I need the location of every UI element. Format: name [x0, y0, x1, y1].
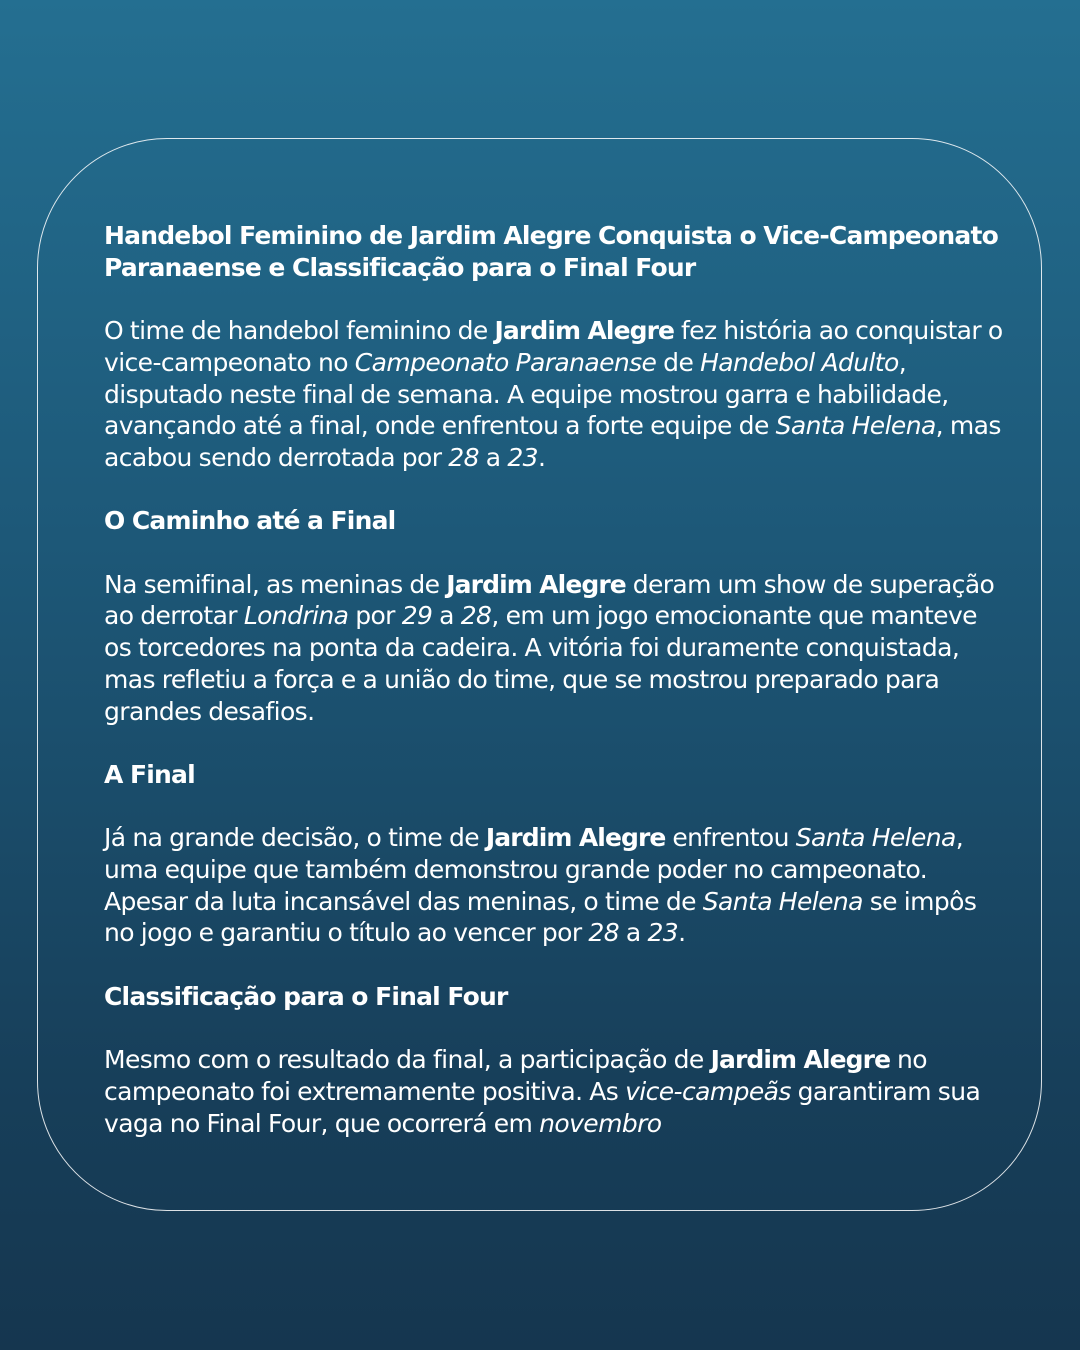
semifinal-paragraph: Na semifinal, as meninas de Jardim Alegre deram um show de superação ao derrotar Londrina por 29 a 28, em um jogo emocionante que manteve os torcedores na ponta da cadeira. A vitória foi duramente conquistada, mas refletiu a força e a união do time, que se mostrou preparado para grandes desafios. [104, 569, 995, 726]
score-loser: 28 [460, 601, 492, 631]
intro-paragraph: O time de handebol feminino de Jardim Alegre fez história ao conquistar o vice-campeonato no Campeonato Paranaense de Handebol Adulto, disputado neste final de semana. A equipe mostrou garra e habilidade, avançando até a final, onde enfrentou a forte equipe de Santa Helena, mas acabou sendo derrotada por 28 a 23. [104, 316, 1003, 472]
score-winner: 28 [588, 918, 620, 948]
team-name: Jardim Alegre [710, 1045, 891, 1075]
section-heading-classification: Classificação para o Final Four [104, 981, 508, 1011]
score-loser: 23 [507, 442, 538, 472]
team-name: Jardim Alegre [446, 569, 626, 599]
opponent-name: Santa Helena [775, 411, 936, 441]
section-heading-path: O Caminho até a Final [104, 506, 396, 536]
championship-name: Campeonato Paranaense [354, 347, 657, 377]
opponent-name: Santa Helena [795, 823, 956, 853]
category-name: Handebol Adulto [700, 347, 899, 377]
score-loser: 23 [647, 918, 679, 948]
vice-champions-term: vice-campeãs [625, 1076, 791, 1106]
opponent-name: Santa Helena [702, 886, 863, 916]
score-winner: 29 [401, 601, 433, 631]
article-content [104, 220, 1004, 1139]
section-heading-final: A Final [104, 759, 195, 789]
team-name: Jardim Alegre [485, 823, 666, 853]
article-title: Handebol Feminino de Jardim Alegre Conquista o Vice-Campeonato Paranaense e Classificação para o Final Four [104, 221, 998, 282]
score-winner: 28 [448, 442, 479, 472]
team-name: Jardim Alegre [494, 316, 675, 346]
final-paragraph: Já na grande decisão, o time de Jardim Alegre enfrentou Santa Helena, uma equipe que também demonstrou grande poder no campeonato. Apesar da luta incansável das meninas, o time de Santa Helena se impôs no jogo e garantiu o título ao vencer por 28 a 23. [104, 823, 977, 948]
opponent-name: Londrina [243, 601, 349, 631]
event-month: novembro [539, 1108, 662, 1138]
classification-paragraph: Mesmo com o resultado da final, a participação de Jardim Alegre no campeonato foi extremamente positiva. As vice-campeãs garantiram sua vaga no Final Four, que ocorrerá em novembro [104, 1045, 981, 1138]
